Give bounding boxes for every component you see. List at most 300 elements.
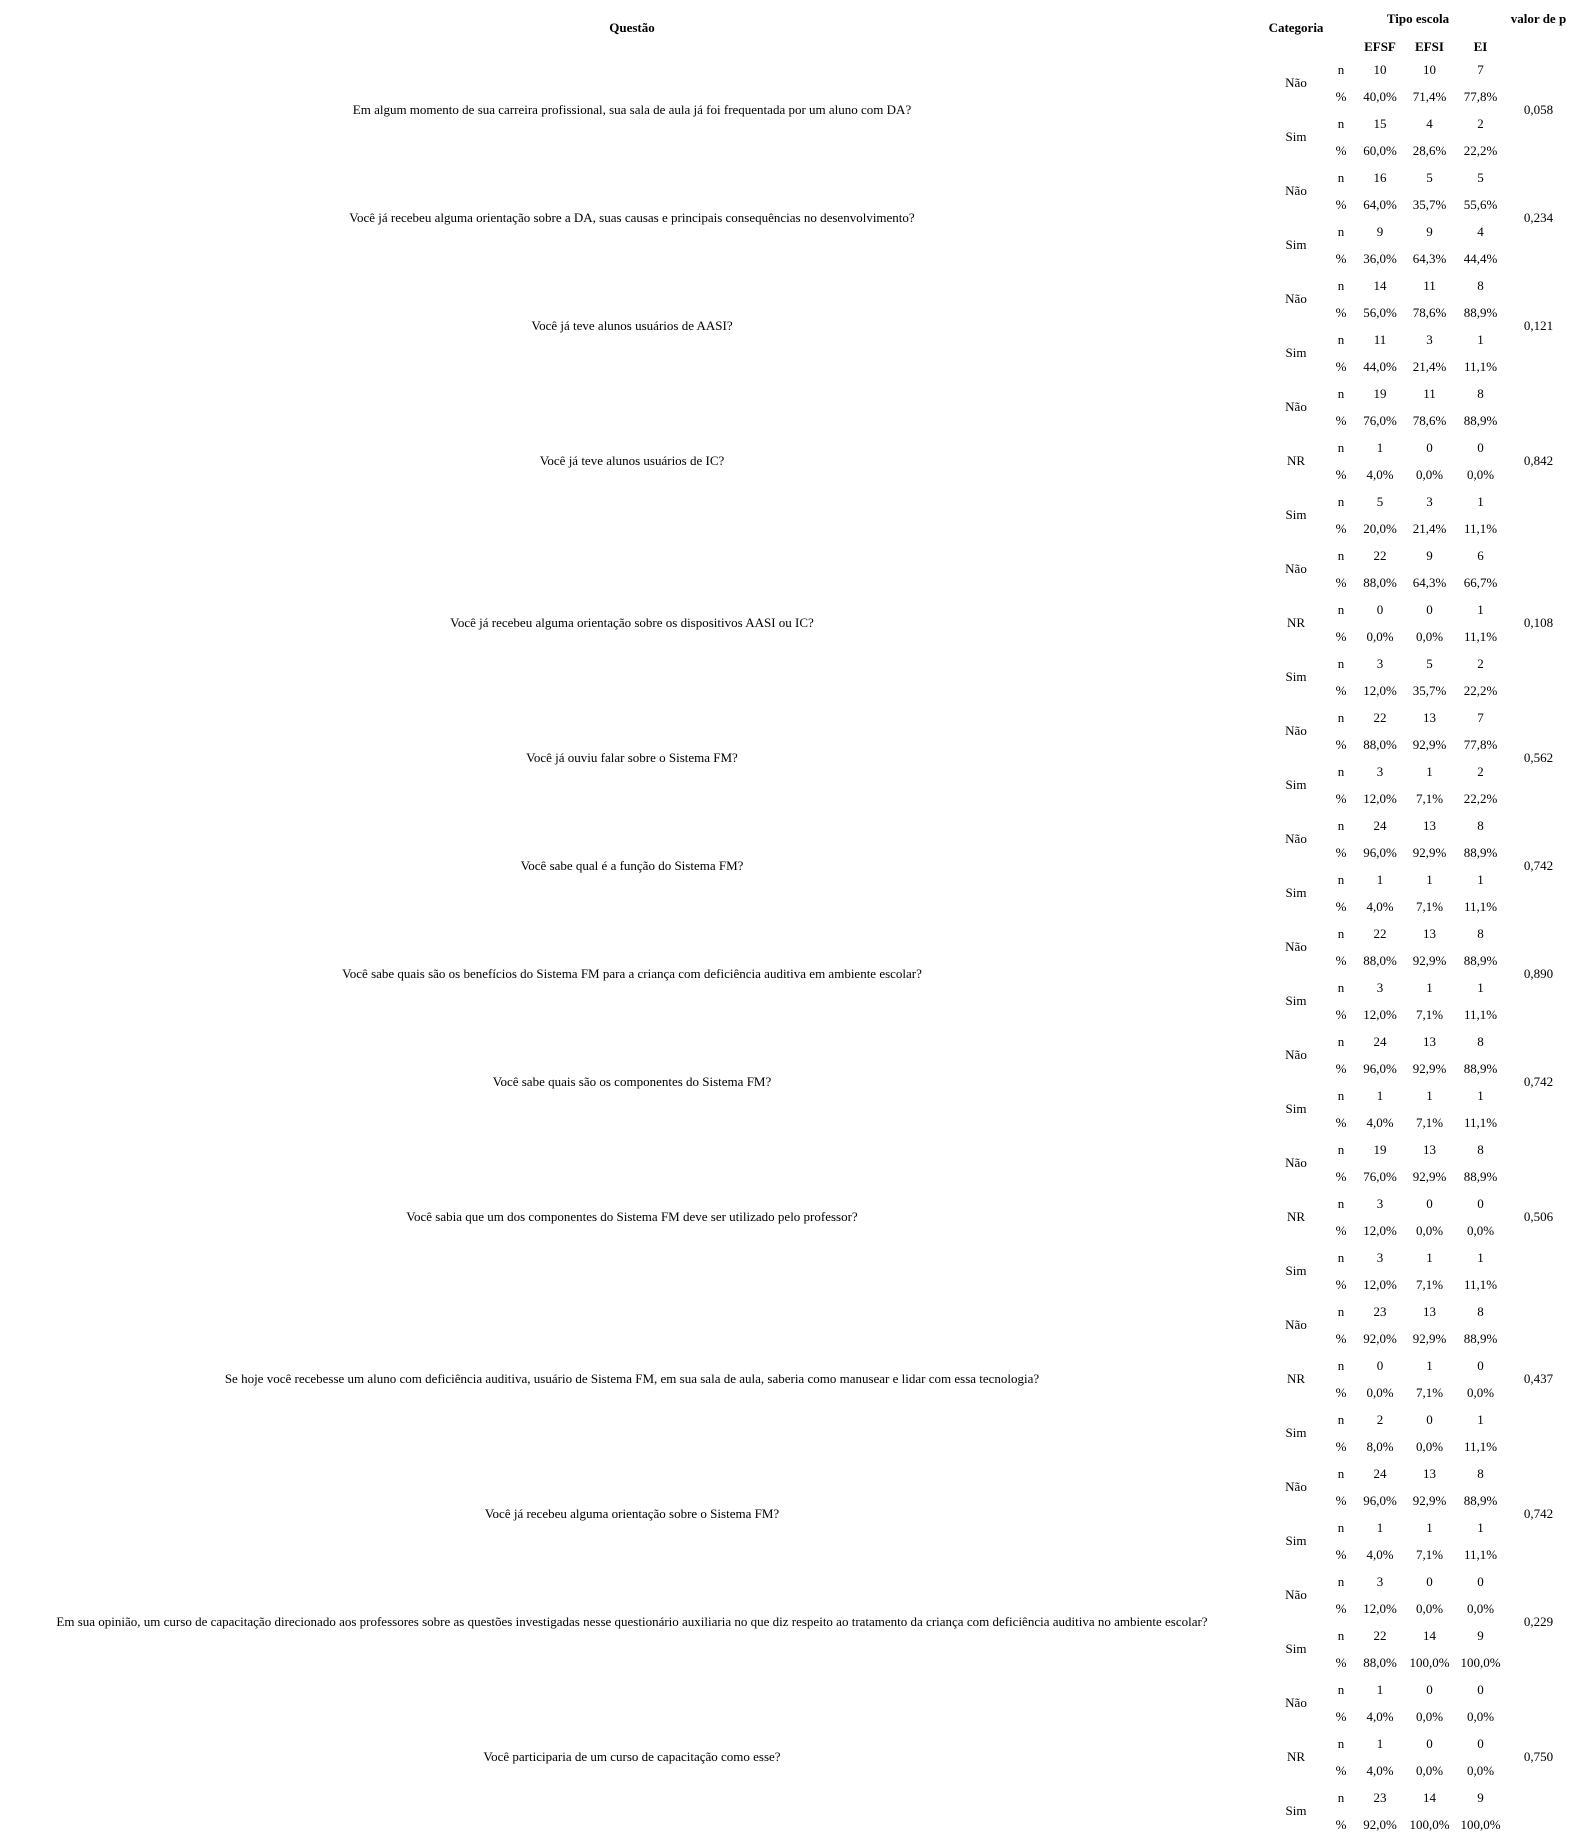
category-label: Não [1285,939,1307,954]
value-efsi: 1 [1426,871,1433,887]
p-value: 0,229 [1523,1614,1554,1629]
value-efsi: 92,9% [1412,952,1447,968]
value-efsi: 1 [1426,1357,1433,1373]
value-ei: 0 [1477,1195,1484,1211]
value-efsi: 7,1% [1415,1276,1444,1292]
value-ei: 11,1% [1463,1276,1498,1292]
value-efsi: 21,4% [1412,358,1447,374]
table-row [0,1676,1569,1703]
question-text: Você já teve alunos usuários de AASI? [531,318,733,333]
stat-label-n: n [1337,925,1345,941]
value-ei: 77,8% [1463,88,1498,104]
category-label: Sim [1285,1641,1307,1656]
category-label: NR [1286,1371,1306,1386]
table-row [0,542,1569,569]
value-ei: 22,2% [1463,142,1498,158]
p-value: 0,742 [1523,858,1554,873]
value-efsi: 64,3% [1412,250,1447,266]
value-efsf: 60,0% [1363,142,1397,158]
stat-label-n: n [1337,223,1345,239]
value-efsf: 4,0% [1366,1708,1394,1724]
value-efsf: 1 [1376,1519,1384,1535]
value-efsi: 1 [1426,1519,1433,1535]
value-efsf: 4,0% [1366,1546,1394,1562]
value-ei: 100,0% [1460,1816,1501,1832]
value-efsf: 1 [1376,1087,1384,1103]
value-efsf: 4,0% [1366,1114,1394,1130]
value-efsi: 7,1% [1415,790,1444,806]
value-efsf: 22 [1373,925,1387,941]
value-efsf: 16 [1373,169,1387,185]
category-label: Não [1285,561,1307,576]
value-efsi: 1 [1426,763,1433,779]
value-efsi: 0,0% [1415,1762,1444,1778]
stat-label-pct: % [1335,1600,1347,1616]
question-text: Se hoje você recebesse um aluno com deficiência auditiva, usuário de Sistema FM, em sua sala de aula, saberia como manusear e lidar com essa tecnologia? [224,1371,1040,1386]
stat-label-pct: % [1335,142,1347,158]
stat-label-pct: % [1335,628,1347,644]
value-efsi: 78,6% [1412,304,1447,320]
question-text: Você já recebeu alguma orientação sobre o Sistema FM? [484,1506,780,1521]
value-efsi: 13 [1423,817,1436,833]
value-ei: 100,0% [1460,1654,1501,1670]
value-efsf: 12,0% [1363,790,1397,806]
value-efsf: 23 [1373,1303,1387,1319]
category-label: Não [1285,183,1307,198]
value-efsi: 11 [1423,385,1436,401]
value-efsi: 78,6% [1412,412,1447,428]
category-label: Sim [1285,237,1307,252]
stat-label-n: n [1337,331,1345,347]
value-ei: 5 [1477,169,1484,185]
stat-label-pct: % [1335,1330,1347,1346]
value-ei: 1 [1477,601,1484,617]
value-efsi: 13 [1423,1465,1436,1481]
stat-label-pct: % [1335,1708,1347,1724]
stat-label-n: n [1337,1249,1345,1265]
question-text: Você já recebeu alguma orientação sobre os dispositivos AASI ou IC? [450,615,814,630]
category-label: Não [1285,1155,1307,1170]
value-efsi: 13 [1423,1141,1436,1157]
table-row [0,704,1569,731]
value-ei: 8 [1477,1465,1484,1481]
value-efsf: 1 [1376,871,1384,887]
table-row [0,380,1569,407]
value-ei: 9 [1477,1627,1484,1643]
stat-label-n: n [1337,817,1345,833]
value-ei: 6 [1477,547,1484,563]
category-label: Sim [1285,129,1307,144]
stat-label-pct: % [1335,1816,1347,1832]
value-efsf: 56,0% [1363,304,1397,320]
value-efsf: 0,0% [1366,628,1394,644]
value-efsi: 0 [1426,1735,1433,1751]
header-valor-p: valor de p [1510,10,1567,26]
value-ei: 88,9% [1463,952,1498,968]
value-efsi: 5 [1426,169,1433,185]
stat-label-pct: % [1335,358,1347,374]
value-efsi: 28,6% [1412,142,1447,158]
value-ei: 0 [1477,439,1484,455]
value-ei: 44,4% [1463,250,1498,266]
value-ei: 88,9% [1463,1330,1498,1346]
value-efsi: 35,7% [1412,682,1447,698]
category-label: Sim [1285,507,1307,522]
category-label: Sim [1285,1425,1307,1440]
value-efsf: 96,0% [1363,844,1397,860]
p-value: 0,842 [1523,453,1554,468]
table-row [0,1028,1569,1055]
value-efsi: 0,0% [1415,466,1444,482]
question-text: Você sabe quais são os benefícios do Sistema FM para a criança com deficiência auditiva em ambiente escolar? [342,966,922,981]
header-p-blank [1508,37,1569,56]
value-efsf: 8,0% [1366,1438,1394,1454]
p-value: 0,121 [1523,318,1554,333]
stat-label-pct: % [1335,736,1347,752]
value-ei: 1 [1477,979,1484,995]
table-row [0,164,1569,191]
p-value: 0,742 [1523,1074,1554,1089]
category-label: Não [1285,291,1307,306]
table-row [0,272,1569,299]
header-stat-blank [1328,37,1354,56]
value-efsf: 40,0% [1363,88,1397,104]
stat-label-n: n [1337,1195,1345,1211]
value-ei: 2 [1477,655,1484,671]
value-efsi: 0 [1426,439,1433,455]
value-efsi: 35,7% [1412,196,1447,212]
value-efsf: 23 [1373,1789,1387,1805]
value-ei: 88,9% [1463,304,1498,320]
category-label: Não [1285,1047,1307,1062]
stat-label-pct: % [1335,1654,1347,1670]
value-ei: 66,7% [1463,574,1498,590]
value-efsf: 0 [1376,1357,1384,1373]
category-label: Não [1285,1479,1307,1494]
value-efsf: 92,0% [1363,1330,1397,1346]
value-ei: 0,0% [1466,1384,1495,1400]
value-ei: 1 [1477,1411,1484,1427]
value-efsi: 92,9% [1412,736,1447,752]
stat-label-pct: % [1335,574,1347,590]
header-ei: EI [1473,38,1488,54]
value-ei: 11,1% [1463,358,1498,374]
question-text: Em sua opinião, um curso de capacitação direcionado aos professores sobre as questões investigadas nesse questionário auxiliaria no que diz respeito ao tratamento da criança com deficiência auditiva no ambiente escolar? [56,1614,1208,1629]
question-text: Você participaria de um curso de capacitação como esse? [483,1749,781,1764]
value-ei: 8 [1477,1033,1484,1049]
value-efsi: 1 [1426,1087,1433,1103]
value-efsi: 0 [1426,1681,1433,1697]
value-efsi: 92,9% [1412,1330,1447,1346]
stat-label-pct: % [1335,1276,1347,1292]
value-efsf: 24 [1373,817,1387,833]
value-ei: 0 [1477,1735,1484,1751]
value-efsf: 20,0% [1363,520,1397,536]
table-row [0,1568,1569,1595]
value-ei: 1 [1477,871,1484,887]
value-ei: 88,9% [1463,412,1498,428]
value-ei: 0,0% [1466,1708,1495,1724]
stat-label-pct: % [1335,790,1347,806]
value-efsf: 15 [1373,115,1387,131]
stat-label-n: n [1337,277,1345,293]
value-efsi: 100,0% [1409,1654,1450,1670]
value-efsi: 11 [1423,277,1436,293]
category-label: Sim [1285,1263,1307,1278]
stat-label-n: n [1337,1735,1345,1751]
question-text: Você sabe qual é a função do Sistema FM? [520,858,744,873]
stat-label-pct: % [1335,1438,1347,1454]
header-efsi: EFSI [1415,38,1444,54]
category-label: NR [1286,1749,1306,1764]
value-efsi: 0 [1426,1573,1433,1589]
question-text: Você sabe quais são os componentes do Sistema FM? [492,1074,772,1089]
category-label: Sim [1285,1533,1307,1548]
stat-label-pct: % [1335,196,1347,212]
category-label: Sim [1285,1803,1307,1818]
category-label: Não [1285,831,1307,846]
value-efsi: 3 [1426,493,1433,509]
value-ei: 8 [1477,817,1484,833]
category-label: Não [1285,1317,1307,1332]
value-ei: 77,8% [1463,736,1498,752]
stat-label-pct: % [1335,952,1347,968]
value-ei: 0,0% [1466,1762,1495,1778]
value-ei: 1 [1477,1519,1484,1535]
value-efsf: 96,0% [1363,1060,1397,1076]
table-row [0,56,1569,83]
value-efsi: 7,1% [1415,1384,1444,1400]
question-text: Você sabia que um dos componentes do Sistema FM deve ser utilizado pelo professor? [406,1209,858,1224]
value-efsf: 1 [1376,1735,1384,1751]
value-ei: 11,1% [1463,1114,1498,1130]
value-efsf: 11 [1373,331,1387,347]
stat-label-pct: % [1335,682,1347,698]
question-text: Você já teve alunos usuários de IC? [539,453,725,468]
value-efsi: 3 [1426,331,1433,347]
value-ei: 0,0% [1466,1222,1495,1238]
value-ei: 11,1% [1463,520,1498,536]
value-efsf: 14 [1373,277,1387,293]
category-label: NR [1286,615,1306,630]
value-efsf: 76,0% [1363,1168,1397,1184]
value-ei: 1 [1477,331,1484,347]
value-efsf: 24 [1373,1033,1387,1049]
value-ei: 0 [1477,1681,1484,1697]
value-efsi: 100,0% [1409,1816,1450,1832]
value-efsf: 19 [1373,1141,1387,1157]
value-efsf: 88,0% [1363,952,1397,968]
value-efsi: 14 [1423,1627,1436,1643]
value-efsi: 1 [1426,979,1433,995]
category-label: Sim [1285,993,1307,1008]
stat-label-pct: % [1335,1384,1347,1400]
value-ei: 88,9% [1463,1168,1498,1184]
p-value: 0,437 [1523,1371,1554,1386]
value-ei: 0 [1477,1357,1484,1373]
value-efsi: 7,1% [1415,1114,1444,1130]
category-label: Não [1285,1695,1307,1710]
value-efsi: 14 [1423,1789,1436,1805]
value-ei: 8 [1477,385,1484,401]
stat-label-pct: % [1335,1492,1347,1508]
stat-label-n: n [1337,169,1345,185]
table-row [0,920,1569,947]
value-efsf: 22 [1373,1627,1387,1643]
value-efsi: 0,0% [1415,1708,1444,1724]
stat-label-pct: % [1335,412,1347,428]
value-efsi: 13 [1423,925,1436,941]
value-efsi: 7,1% [1415,898,1444,914]
category-label: Não [1285,399,1307,414]
stat-label-pct: % [1335,1222,1347,1238]
category-label: Sim [1285,777,1307,792]
value-ei: 9 [1477,1789,1484,1805]
value-efsf: 3 [1376,1195,1384,1211]
value-ei: 0 [1477,1573,1484,1589]
value-efsf: 36,0% [1363,250,1397,266]
stat-label-n: n [1337,1789,1345,1805]
value-efsf: 1 [1376,1681,1384,1697]
p-value: 0,234 [1523,210,1554,225]
results-body [0,56,1569,1838]
stat-label-n: n [1337,115,1345,131]
value-efsf: 19 [1373,385,1387,401]
value-efsi: 9 [1426,223,1433,239]
value-ei: 7 [1477,61,1484,77]
value-efsf: 44,0% [1363,358,1397,374]
stat-label-n: n [1337,1033,1345,1049]
stat-label-pct: % [1335,466,1347,482]
stat-label-pct: % [1335,1546,1347,1562]
stat-label-n: n [1337,1357,1345,1373]
value-ei: 8 [1477,925,1484,941]
table-row [0,812,1569,839]
value-efsf: 92,0% [1363,1816,1397,1832]
value-efsf: 3 [1376,763,1384,779]
stat-label-n: n [1337,601,1345,617]
stat-label-n: n [1337,1087,1345,1103]
value-efsi: 13 [1423,1033,1436,1049]
stat-label-pct: % [1335,1060,1347,1076]
value-efsi: 10 [1423,61,1436,77]
stat-label-pct: % [1335,898,1347,914]
value-efsi: 92,9% [1412,1060,1447,1076]
value-efsf: 9 [1376,223,1384,239]
value-efsi: 0,0% [1415,1222,1444,1238]
stat-label-pct: % [1335,250,1347,266]
category-label: Não [1285,723,1307,738]
value-efsf: 64,0% [1363,196,1397,212]
stat-label-pct: % [1335,844,1347,860]
stat-label-n: n [1337,1303,1345,1319]
stat-label-pct: % [1335,1168,1347,1184]
table-row [0,1460,1569,1487]
stat-label-n: n [1337,979,1345,995]
value-efsf: 3 [1376,655,1384,671]
stat-label-n: n [1337,61,1345,77]
value-efsf: 4,0% [1366,466,1394,482]
value-ei: 2 [1477,115,1484,131]
value-ei: 11,1% [1463,1438,1498,1454]
stat-label-n: n [1337,385,1345,401]
value-ei: 11,1% [1463,628,1498,644]
value-efsf: 24 [1373,1465,1387,1481]
value-efsf: 0,0% [1366,1384,1394,1400]
value-efsf: 5 [1376,493,1384,509]
value-efsi: 0 [1426,601,1433,617]
value-ei: 8 [1477,1141,1484,1157]
value-ei: 88,9% [1463,1492,1498,1508]
category-label: Não [1285,1587,1307,1602]
value-efsf: 3 [1376,979,1384,995]
stat-label-n: n [1337,439,1345,455]
table-row [0,1298,1569,1325]
category-label: NR [1286,453,1306,468]
value-efsf: 96,0% [1363,1492,1397,1508]
value-efsi: 92,9% [1412,844,1447,860]
p-value: 0,058 [1523,102,1554,117]
stat-label-pct: % [1335,304,1347,320]
value-efsf: 88,0% [1363,1654,1397,1670]
value-efsf: 22 [1373,547,1387,563]
value-ei: 22,2% [1463,682,1498,698]
value-efsf: 12,0% [1363,682,1397,698]
stat-label-pct: % [1335,1114,1347,1130]
value-ei: 0,0% [1466,466,1495,482]
stat-label-n: n [1337,1573,1345,1589]
value-ei: 8 [1477,277,1484,293]
value-ei: 88,9% [1463,1060,1498,1076]
value-ei: 11,1% [1463,898,1498,914]
value-efsi: 0 [1426,1411,1433,1427]
header-efsf: EFSF [1364,38,1396,54]
stat-label-n: n [1337,1627,1345,1643]
value-efsf: 10 [1373,61,1387,77]
p-value: 0,506 [1523,1209,1554,1224]
header-categoria: Categoria [1268,20,1324,35]
value-efsi: 21,4% [1412,520,1447,536]
value-ei: 11,1% [1463,1006,1498,1022]
value-ei: 55,6% [1463,196,1498,212]
value-efsf: 12,0% [1363,1600,1397,1616]
value-efsf: 1 [1376,439,1384,455]
stat-label-pct: % [1335,1006,1347,1022]
value-ei: 1 [1477,1087,1484,1103]
p-value: 0,108 [1523,615,1554,630]
value-ei: 11,1% [1463,1546,1498,1562]
stat-label-n: n [1337,1519,1345,1535]
stat-label-n: n [1337,1411,1345,1427]
value-efsi: 0,0% [1415,628,1444,644]
value-efsi: 64,3% [1412,574,1447,590]
header-tipo-escola: Tipo escola [1386,10,1450,26]
value-efsf: 4,0% [1366,898,1394,914]
value-ei: 8 [1477,1303,1484,1319]
category-label: Sim [1285,1101,1307,1116]
value-efsf: 76,0% [1363,412,1397,428]
value-efsi: 5 [1426,655,1433,671]
value-efsi: 4 [1426,115,1433,131]
value-efsf: 12,0% [1363,1222,1397,1238]
question-text: Você já recebeu alguma orientação sobre a DA, suas causas e principais consequências no desenvolvimento? [349,210,915,225]
stat-label-n: n [1337,763,1345,779]
value-efsf: 88,0% [1363,736,1397,752]
p-value: 0,562 [1523,750,1554,765]
category-label: Não [1285,75,1307,90]
category-label: Sim [1285,345,1307,360]
value-efsi: 0,0% [1415,1600,1444,1616]
